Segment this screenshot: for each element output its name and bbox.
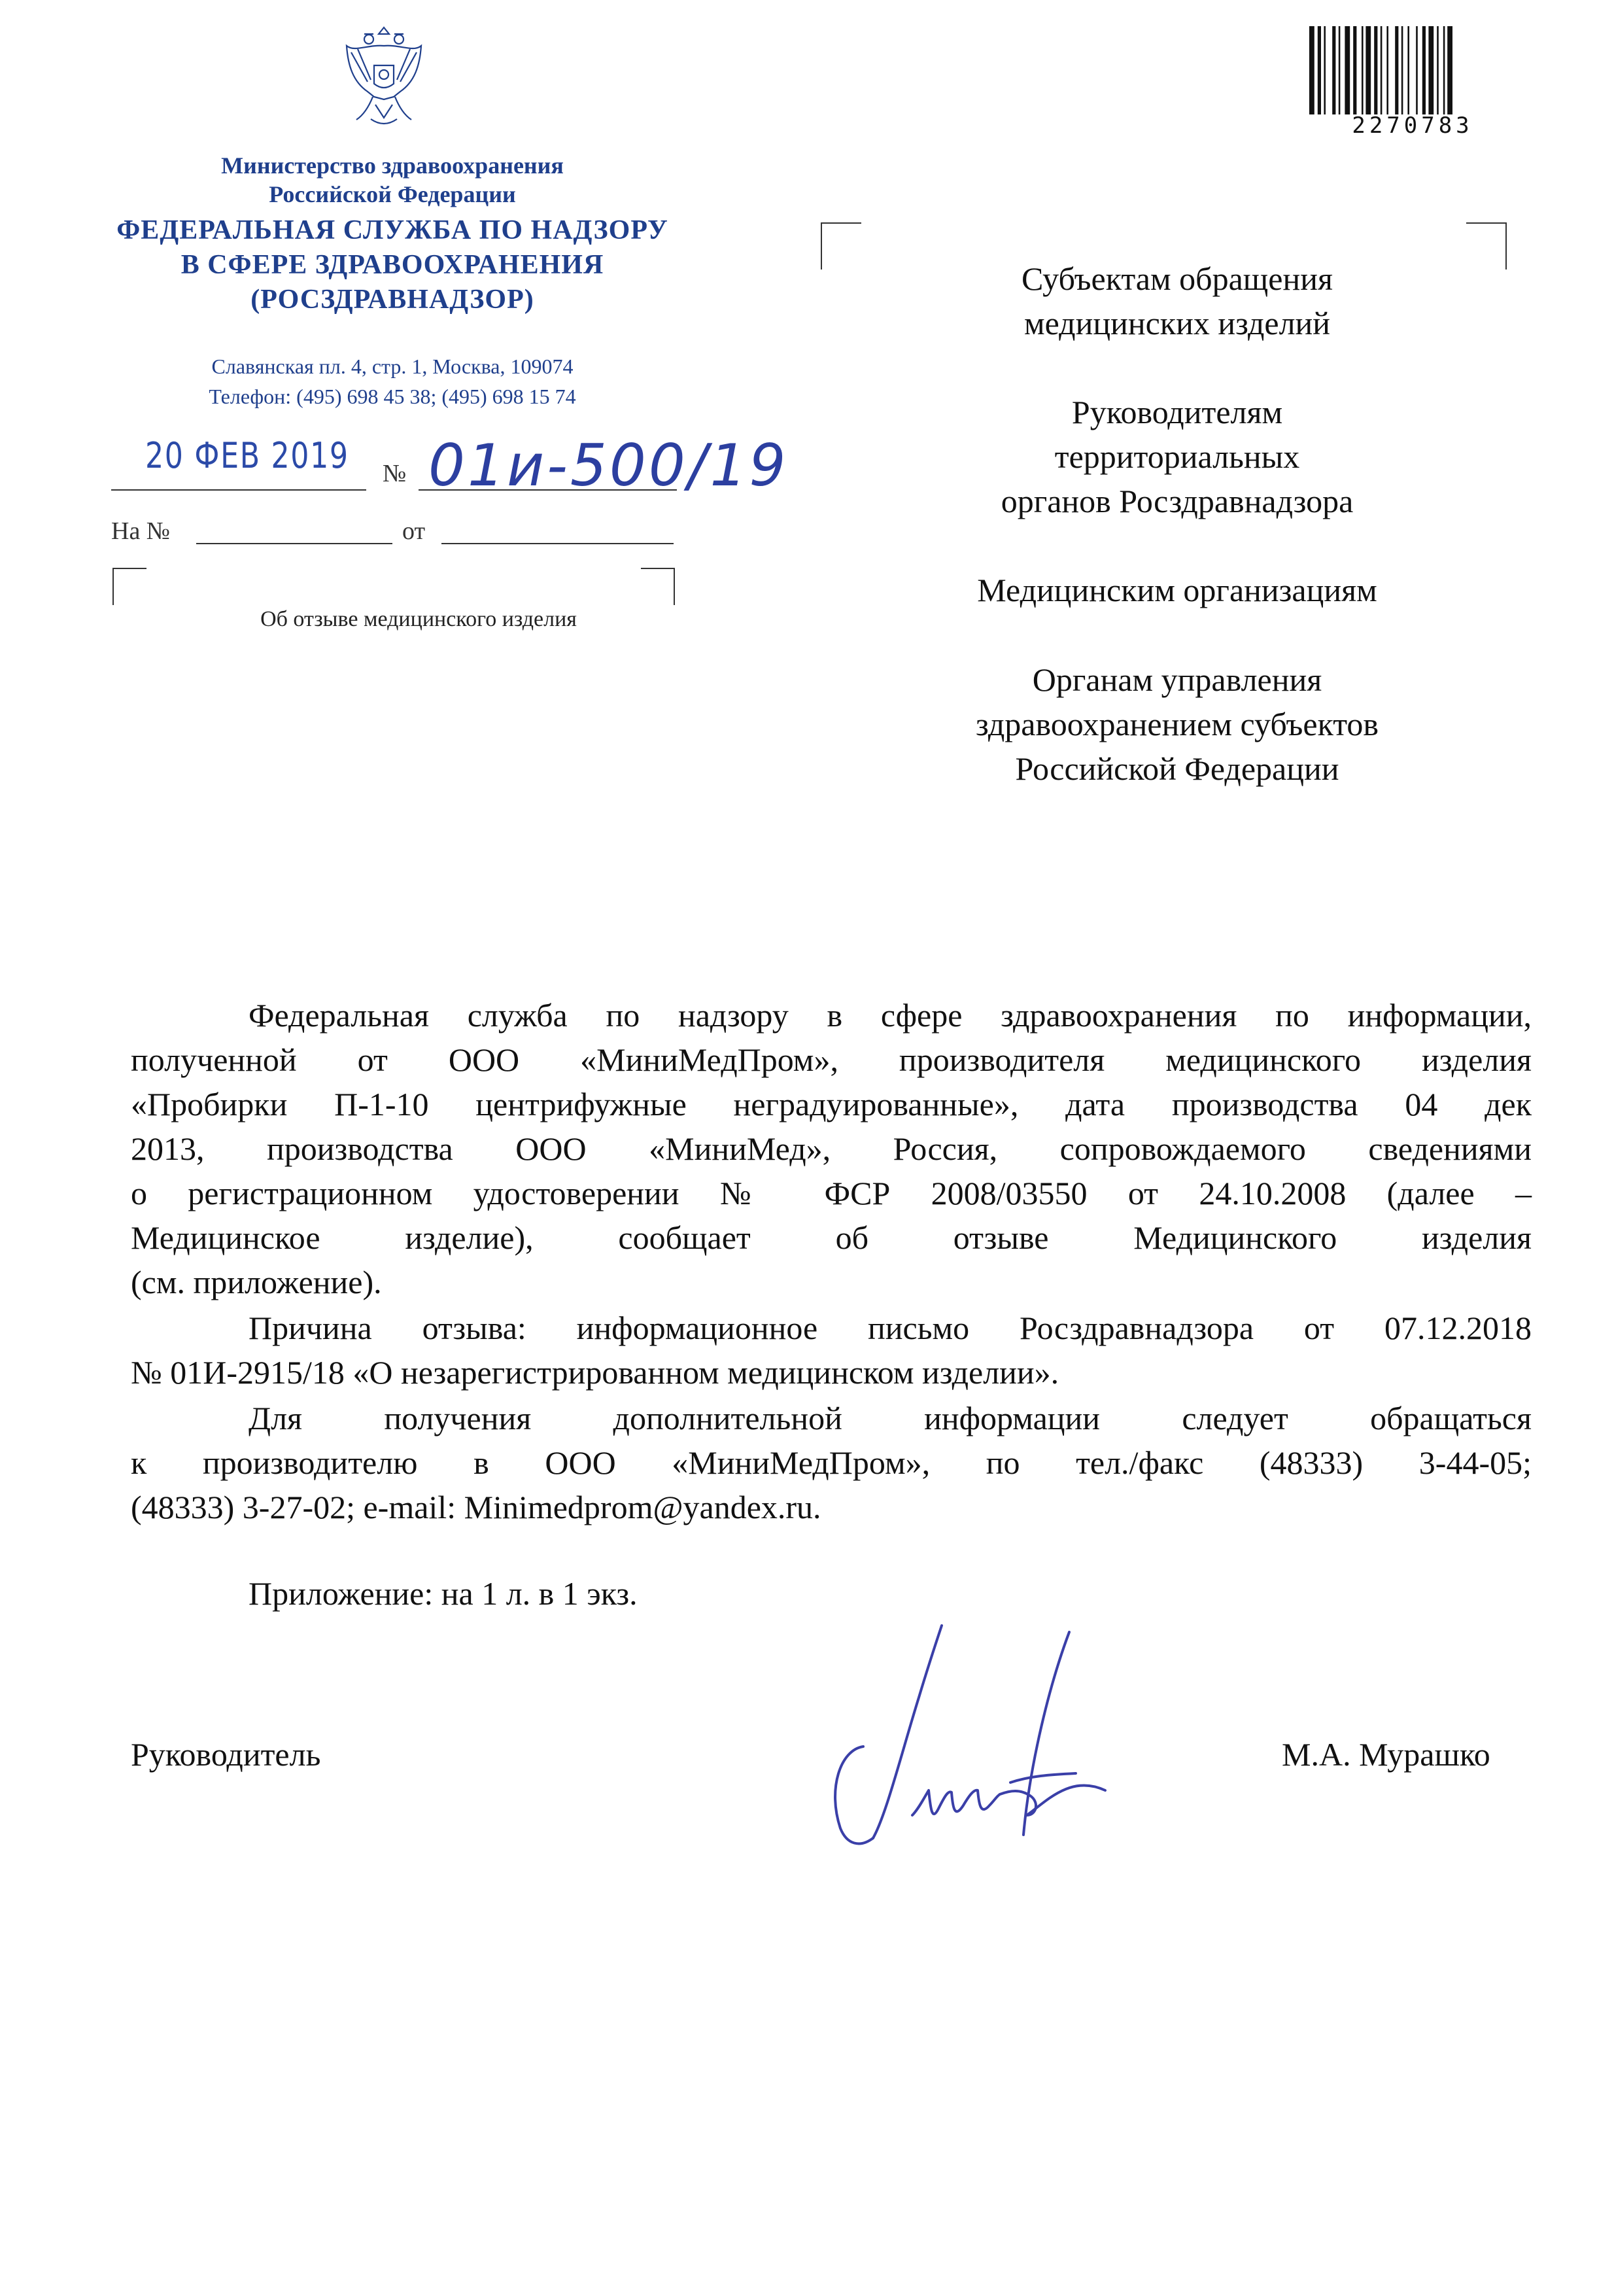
- body-line: о регистрационном удостоверении № ФСР 2008/03550 от 24.10.2008 (далее –: [131, 1175, 1532, 1211]
- body-line: Для получения дополнительной информации следует обращаться: [249, 1400, 1532, 1436]
- service-name-line3: (РОСЗДРАВНАДЗОР): [250, 285, 534, 315]
- reply-to-date-label: от: [402, 517, 426, 545]
- body-line: Медицинское изделие), сообщает об отзыве Медицинского изделия: [131, 1219, 1532, 1256]
- addressee-line: Медицинским организациям: [977, 572, 1377, 608]
- letter-subject: Об отзыве медицинского изделия: [260, 607, 577, 631]
- body-line: (48333) 3-27-02; e-mail: Minimedprom@yandex.ru.: [131, 1489, 821, 1525]
- subject-bracket-right: [641, 568, 675, 605]
- body-line: к производителю в ООО «МиниМедПром», по тел./факс (48333) 3-44-05;: [131, 1444, 1532, 1481]
- body-line: Федеральная служба по надзору в сфере здравоохранения по информации,: [249, 997, 1532, 1034]
- service-name-line1: ФЕДЕРАЛЬНАЯ СЛУЖБА ПО НАДЗОРУ: [116, 215, 668, 245]
- ministry-name-line1: Министерство здравоохранения: [221, 152, 564, 179]
- reply-to-number-label: На №: [111, 517, 171, 545]
- addressee-line: Руководителям: [1071, 394, 1283, 430]
- body-line: № 01И-2915/18 «О незарегистрированном медицинском изделии».: [131, 1354, 1059, 1391]
- addressee-bracket-left: [821, 222, 861, 270]
- body-line: (см. приложение).: [131, 1264, 382, 1300]
- signatory-name: М.А. Мурашко: [1282, 1736, 1490, 1773]
- number-label: №: [383, 460, 407, 487]
- letterhead-address: Славянская пл. 4, стр. 1, Москва, 109074: [211, 355, 574, 378]
- body-line: «Пробирки П-1-10 центрифужные неградуированные», дата производства 04 дек: [131, 1086, 1532, 1122]
- handwritten-signature-icon: [814, 1619, 1187, 1868]
- addressee-line: органов Росздравнадзора: [1001, 483, 1354, 519]
- ministry-name-line2: Российской Федерации: [269, 181, 516, 207]
- reply-to-number-underline: [196, 543, 392, 544]
- date-underline: [111, 489, 366, 491]
- barcode-number: 2270783: [1352, 113, 1473, 139]
- service-name-line2: В СФЕРЕ ЗДРАВООХРАНЕНИЯ: [180, 250, 604, 280]
- body-line: 2013, производства ООО «МиниМед», Россия, сопровождаемого сведениями: [131, 1130, 1532, 1167]
- handwritten-outgoing-number: 01и-500/19: [428, 432, 789, 499]
- barcode-icon: [1307, 26, 1506, 114]
- addressee-line: территориальных: [1054, 438, 1300, 475]
- addressee-line: Российской Федерации: [1015, 750, 1339, 787]
- signatory-role: Руководитель: [131, 1736, 321, 1773]
- reply-to-date-underline: [441, 543, 674, 544]
- body-line: Причина отзыва: информационное письмо Росздравнадзора от 07.12.2018: [249, 1310, 1532, 1346]
- addressee-line: Органам управления: [1032, 661, 1322, 698]
- letterhead-phone: Телефон: (495) 698 45 38; (495) 698 15 74: [209, 385, 576, 408]
- addressee-line: медицинских изделий: [1023, 305, 1331, 341]
- coat-of-arms-icon: [335, 20, 433, 144]
- addressee-line: Субъектам обращения: [1022, 260, 1333, 297]
- attachment-note: Приложение: на 1 л. в 1 экз.: [249, 1575, 638, 1612]
- subject-bracket-left: [112, 568, 146, 605]
- date-stamp: 20 ФЕВ 2019: [145, 435, 349, 476]
- addressee-line: здравоохранением субъектов: [975, 706, 1379, 742]
- addressee-bracket-right: [1466, 222, 1507, 270]
- body-line: полученной от ООО «МиниМедПром», производителя медицинского изделия: [131, 1041, 1532, 1078]
